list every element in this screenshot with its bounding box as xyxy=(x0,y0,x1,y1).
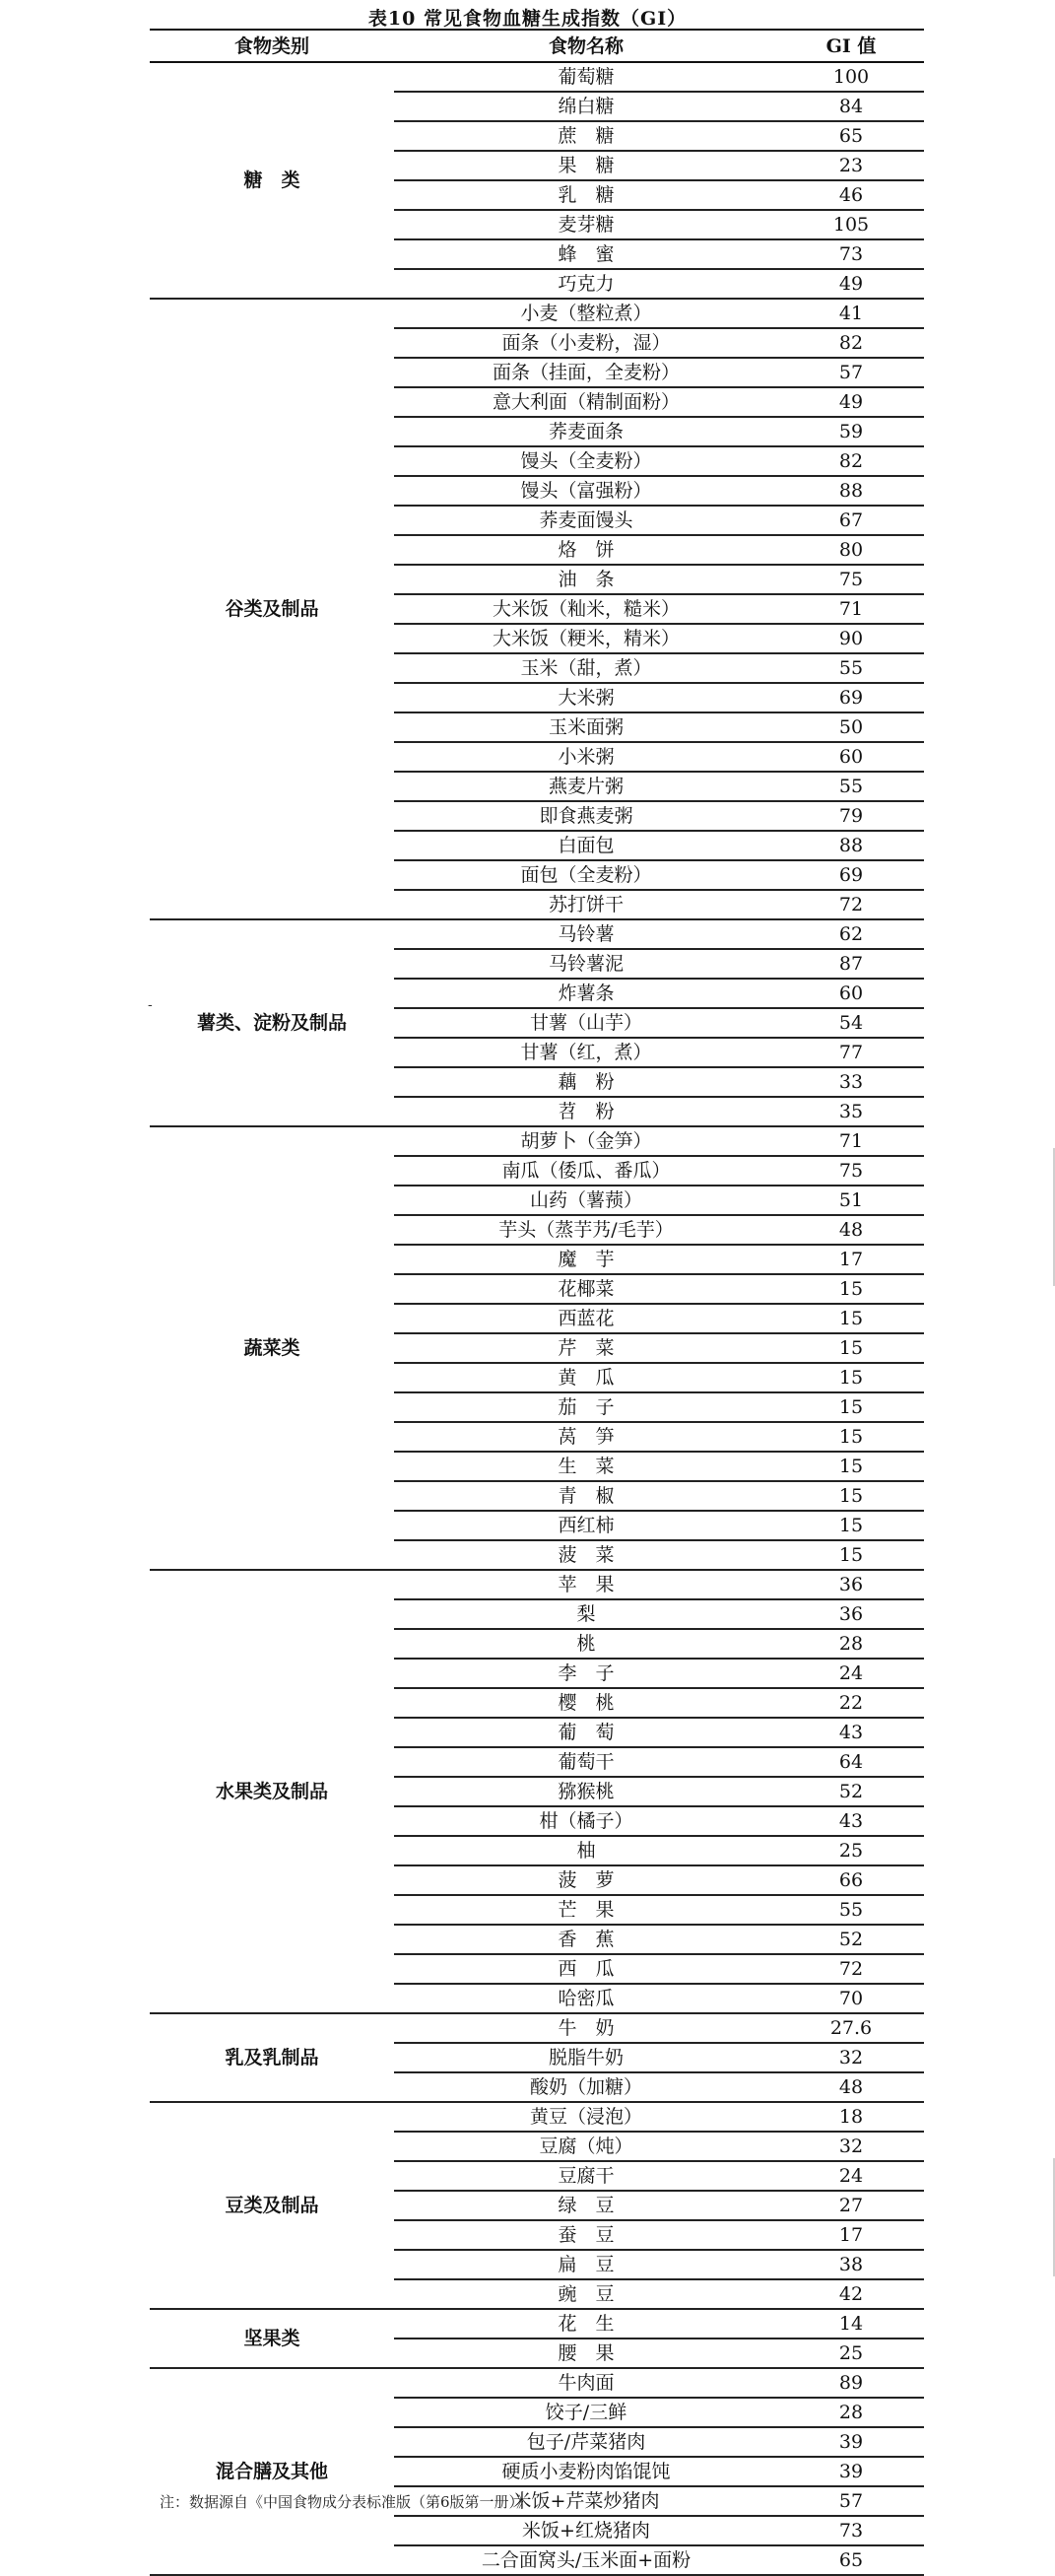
header-row xyxy=(150,30,924,62)
food-name-cell: 蔗 糖 xyxy=(394,121,778,151)
food-name-cell: 麦芽糖 xyxy=(394,210,778,239)
food-name-cell: 荞麦面条 xyxy=(394,417,778,446)
gi-value-cell: 39 xyxy=(778,2457,924,2486)
food-name-cell: 莴 笋 xyxy=(394,1422,778,1452)
gi-value-cell: 73 xyxy=(778,2516,924,2545)
header-gi: GI 值 xyxy=(778,30,924,62)
food-name-cell: 茄 子 xyxy=(394,1392,778,1422)
food-name-cell: 马铃薯泥 xyxy=(394,949,778,979)
food-name-cell: 李 子 xyxy=(394,1659,778,1688)
food-name-cell: 意大利面（精制面粉） xyxy=(394,387,778,417)
food-name-cell: 西蓝花 xyxy=(394,1304,778,1333)
category-cell: 乳及乳制品 xyxy=(150,2013,394,2102)
gi-value-cell: 55 xyxy=(778,772,924,801)
food-name-cell: 二合面窝头/玉米面+面粉 xyxy=(394,2545,778,2575)
food-name-cell: 烙 饼 xyxy=(394,535,778,565)
food-name-cell: 芋头（蒸芋艿/毛芋） xyxy=(394,1215,778,1245)
gi-value-cell: 49 xyxy=(778,387,924,417)
food-name-cell: 西 瓜 xyxy=(394,1954,778,1984)
food-name-cell: 豆腐（炖） xyxy=(394,2132,778,2161)
gi-table xyxy=(150,29,924,2576)
food-name-cell: 葡 萄 xyxy=(394,1718,778,1747)
food-name-cell: 生 菜 xyxy=(394,1452,778,1481)
food-name-cell: 乳 糖 xyxy=(394,180,778,210)
table-title: 表10 常见食物血糖生成指数（GI） xyxy=(367,8,688,30)
table-row xyxy=(150,2368,924,2398)
food-name-cell: 马铃薯 xyxy=(394,919,778,949)
food-name-cell: 山药（薯蓣） xyxy=(394,1186,778,1215)
gi-value-cell: 59 xyxy=(778,417,924,446)
food-name-cell: 南瓜（倭瓜、番瓜） xyxy=(394,1156,778,1186)
gi-value-cell: 27.6 xyxy=(778,2013,924,2043)
gi-value-cell: 72 xyxy=(778,890,924,919)
gi-value-cell: 22 xyxy=(778,1688,924,1718)
gi-value-cell: 15 xyxy=(778,1452,924,1481)
table-row xyxy=(150,919,924,949)
food-name-cell: 面条（挂面，全麦粉） xyxy=(394,358,778,387)
gi-value-cell: 55 xyxy=(778,653,924,683)
gi-value-cell: 73 xyxy=(778,239,924,269)
gi-value-cell: 24 xyxy=(778,1659,924,1688)
table-row xyxy=(150,1570,924,1599)
food-name-cell: 菠 菜 xyxy=(394,1540,778,1570)
header-food: 食物名称 xyxy=(394,30,778,62)
food-name-cell: 桃 xyxy=(394,1629,778,1659)
food-name-cell: 苕 粉 xyxy=(394,1097,778,1126)
food-name-cell: 香 蕉 xyxy=(394,1925,778,1954)
food-name-cell: 魔 芋 xyxy=(394,1245,778,1274)
margin-mark: - xyxy=(148,997,153,1013)
gi-value-cell: 25 xyxy=(778,2339,924,2368)
food-name-cell: 柑（橘子） xyxy=(394,1806,778,1836)
food-name-cell: 甘薯（红，煮） xyxy=(394,1038,778,1067)
gi-value-cell: 15 xyxy=(778,1422,924,1452)
gi-value-cell: 71 xyxy=(778,594,924,624)
gi-value-cell: 60 xyxy=(778,742,924,772)
gi-value-cell: 35 xyxy=(778,1097,924,1126)
food-name-cell: 小麦（整粒煮） xyxy=(394,299,778,328)
food-name-cell: 豌 豆 xyxy=(394,2279,778,2309)
gi-value-cell: 88 xyxy=(778,831,924,860)
food-name-cell: 甘薯（山芋） xyxy=(394,1008,778,1038)
food-name-cell: 大米粥 xyxy=(394,683,778,712)
food-name-cell: 青 椒 xyxy=(394,1481,778,1511)
gi-value-cell: 51 xyxy=(778,1186,924,1215)
food-name-cell: 柚 xyxy=(394,1836,778,1865)
category-cell: 谷类及制品 xyxy=(150,299,394,919)
gi-value-cell: 36 xyxy=(778,1570,924,1599)
gi-value-cell: 15 xyxy=(778,1333,924,1363)
gi-value-cell: 87 xyxy=(778,949,924,979)
table-row xyxy=(150,1126,924,1156)
gi-value-cell: 75 xyxy=(778,565,924,594)
gi-value-cell: 39 xyxy=(778,2427,924,2457)
table-row xyxy=(150,62,924,92)
gi-value-cell: 32 xyxy=(778,2132,924,2161)
source-note: 注：数据源自《中国食物成分表标准版（第6版第一册）》 xyxy=(160,2493,532,2511)
food-name-cell: 黄 瓜 xyxy=(394,1363,778,1392)
gi-value-cell: 65 xyxy=(778,2545,924,2575)
food-name-cell: 饺子/三鲜 xyxy=(394,2398,778,2427)
category-cell: 水果类及制品 xyxy=(150,1570,394,2013)
gi-value-cell: 70 xyxy=(778,1984,924,2013)
gi-value-cell: 28 xyxy=(778,2398,924,2427)
gi-value-cell: 82 xyxy=(778,328,924,358)
gi-value-cell: 57 xyxy=(778,358,924,387)
table-row xyxy=(150,2102,924,2132)
gi-value-cell: 41 xyxy=(778,299,924,328)
gi-value-cell: 64 xyxy=(778,1747,924,1777)
food-name-cell: 樱 桃 xyxy=(394,1688,778,1718)
food-name-cell: 玉米面粥 xyxy=(394,712,778,742)
gi-value-cell: 38 xyxy=(778,2250,924,2279)
gi-value-cell: 84 xyxy=(778,92,924,121)
food-name-cell: 藕 粉 xyxy=(394,1067,778,1097)
food-name-cell: 花 生 xyxy=(394,2309,778,2339)
food-name-cell: 面包（全麦粉） xyxy=(394,860,778,890)
food-name-cell: 牛 奶 xyxy=(394,2013,778,2043)
gi-value-cell: 42 xyxy=(778,2279,924,2309)
gi-value-cell: 90 xyxy=(778,624,924,653)
food-name-cell: 荞麦面馒头 xyxy=(394,506,778,535)
gi-value-cell: 17 xyxy=(778,1245,924,1274)
gi-value-cell: 32 xyxy=(778,2043,924,2072)
food-name-cell: 大米饭（籼米，糙米） xyxy=(394,594,778,624)
gi-value-cell: 89 xyxy=(778,2368,924,2398)
category-cell: 蔬菜类 xyxy=(150,1126,394,1570)
food-name-cell: 葡萄糖 xyxy=(394,62,778,92)
category-cell: 混合膳及其他 xyxy=(150,2368,394,2575)
gi-value-cell: 48 xyxy=(778,1215,924,1245)
food-name-cell: 牛肉面 xyxy=(394,2368,778,2398)
food-name-cell: 小米粥 xyxy=(394,742,778,772)
food-name-cell: 蚕 豆 xyxy=(394,2220,778,2250)
gi-value-cell: 88 xyxy=(778,476,924,506)
food-name-cell: 绿 豆 xyxy=(394,2191,778,2220)
gi-value-cell: 43 xyxy=(778,1718,924,1747)
food-name-cell: 包子/芹菜猪肉 xyxy=(394,2427,778,2457)
category-cell: 薯类、淀粉及制品 xyxy=(150,919,394,1126)
gi-value-cell: 105 xyxy=(778,210,924,239)
gi-value-cell: 15 xyxy=(778,1481,924,1511)
food-name-cell: 油 条 xyxy=(394,565,778,594)
gi-value-cell: 15 xyxy=(778,1304,924,1333)
table-body xyxy=(150,62,924,2575)
gi-value-cell: 25 xyxy=(778,1836,924,1865)
food-name-cell: 葡萄干 xyxy=(394,1747,778,1777)
gi-value-cell: 80 xyxy=(778,535,924,565)
header-category: 食物类别 xyxy=(150,30,394,62)
gi-value-cell: 67 xyxy=(778,506,924,535)
gi-value-cell: 14 xyxy=(778,2309,924,2339)
gi-value-cell: 46 xyxy=(778,180,924,210)
food-name-cell: 菠 萝 xyxy=(394,1865,778,1895)
food-name-cell: 酸奶（加糖） xyxy=(394,2072,778,2102)
food-name-cell: 大米饭（粳米，精米） xyxy=(394,624,778,653)
gi-value-cell: 54 xyxy=(778,1008,924,1038)
gi-value-cell: 33 xyxy=(778,1067,924,1097)
food-name-cell: 腰 果 xyxy=(394,2339,778,2368)
gi-value-cell: 17 xyxy=(778,2220,924,2250)
food-name-cell: 即食燕麦粥 xyxy=(394,801,778,831)
gi-value-cell: 24 xyxy=(778,2161,924,2191)
gi-value-cell: 15 xyxy=(778,1511,924,1540)
food-name-cell: 西红柿 xyxy=(394,1511,778,1540)
gi-value-cell: 50 xyxy=(778,712,924,742)
food-name-cell: 果 糖 xyxy=(394,151,778,180)
gi-value-cell: 66 xyxy=(778,1865,924,1895)
gi-value-cell: 69 xyxy=(778,860,924,890)
gi-value-cell: 79 xyxy=(778,801,924,831)
gi-value-cell: 77 xyxy=(778,1038,924,1067)
food-name-cell: 面条（小麦粉，湿） xyxy=(394,328,778,358)
gi-value-cell: 62 xyxy=(778,919,924,949)
gi-value-cell: 23 xyxy=(778,151,924,180)
food-name-cell: 豆腐干 xyxy=(394,2161,778,2191)
food-name-cell: 胡萝卜（金笋） xyxy=(394,1126,778,1156)
gi-value-cell: 69 xyxy=(778,683,924,712)
food-name-cell: 哈密瓜 xyxy=(394,1984,778,2013)
table-header xyxy=(150,30,924,62)
gi-value-cell: 82 xyxy=(778,446,924,476)
food-name-cell: 扁 豆 xyxy=(394,2250,778,2279)
food-name-cell: 苹 果 xyxy=(394,1570,778,1599)
food-name-cell: 玉米（甜，煮） xyxy=(394,653,778,683)
gi-value-cell: 52 xyxy=(778,1777,924,1806)
gi-value-cell: 15 xyxy=(778,1363,924,1392)
food-name-cell: 黄豆（浸泡） xyxy=(394,2102,778,2132)
food-name-cell: 梨 xyxy=(394,1599,778,1629)
gi-value-cell: 71 xyxy=(778,1126,924,1156)
gi-value-cell: 52 xyxy=(778,1925,924,1954)
food-name-cell: 花椰菜 xyxy=(394,1274,778,1304)
gi-value-cell: 60 xyxy=(778,979,924,1008)
gi-value-cell: 15 xyxy=(778,1274,924,1304)
table-row xyxy=(150,299,924,328)
food-name-cell: 脱脂牛奶 xyxy=(394,2043,778,2072)
food-name-cell: 米饭+芹菜炒猪肉 xyxy=(394,2486,778,2516)
gi-value-cell: 43 xyxy=(778,1806,924,1836)
gi-value-cell: 27 xyxy=(778,2191,924,2220)
gi-value-cell: 49 xyxy=(778,269,924,299)
gi-value-cell: 55 xyxy=(778,1895,924,1925)
gi-value-cell: 18 xyxy=(778,2102,924,2132)
gi-value-cell: 15 xyxy=(778,1540,924,1570)
food-name-cell: 白面包 xyxy=(394,831,778,860)
food-name-cell: 猕猴桃 xyxy=(394,1777,778,1806)
food-name-cell: 米饭+红烧猪肉 xyxy=(394,2516,778,2545)
category-cell: 糖 类 xyxy=(150,62,394,299)
table-row xyxy=(150,2013,924,2043)
food-name-cell: 巧克力 xyxy=(394,269,778,299)
food-name-cell: 硬质小麦粉肉馅馄饨 xyxy=(394,2457,778,2486)
food-name-cell: 炸薯条 xyxy=(394,979,778,1008)
food-name-cell: 燕麦片粥 xyxy=(394,772,778,801)
food-name-cell: 馒头（全麦粉） xyxy=(394,446,778,476)
food-name-cell: 绵白糖 xyxy=(394,92,778,121)
gi-value-cell: 28 xyxy=(778,1629,924,1659)
table-row xyxy=(150,2309,924,2339)
food-name-cell: 芒 果 xyxy=(394,1895,778,1925)
gi-value-cell: 72 xyxy=(778,1954,924,1984)
gi-value-cell: 100 xyxy=(778,62,924,92)
food-name-cell: 蜂 蜜 xyxy=(394,239,778,269)
gi-value-cell: 48 xyxy=(778,2072,924,2102)
food-name-cell: 芹 菜 xyxy=(394,1333,778,1363)
gi-value-cell: 15 xyxy=(778,1392,924,1422)
gi-value-cell: 75 xyxy=(778,1156,924,1186)
food-name-cell: 苏打饼干 xyxy=(394,890,778,919)
gi-value-cell: 57 xyxy=(778,2486,924,2516)
category-cell: 坚果类 xyxy=(150,2309,394,2368)
gi-value-cell: 65 xyxy=(778,121,924,151)
gi-value-cell: 36 xyxy=(778,1599,924,1629)
category-cell: 豆类及制品 xyxy=(150,2102,394,2309)
food-name-cell: 馒头（富强粉） xyxy=(394,476,778,506)
